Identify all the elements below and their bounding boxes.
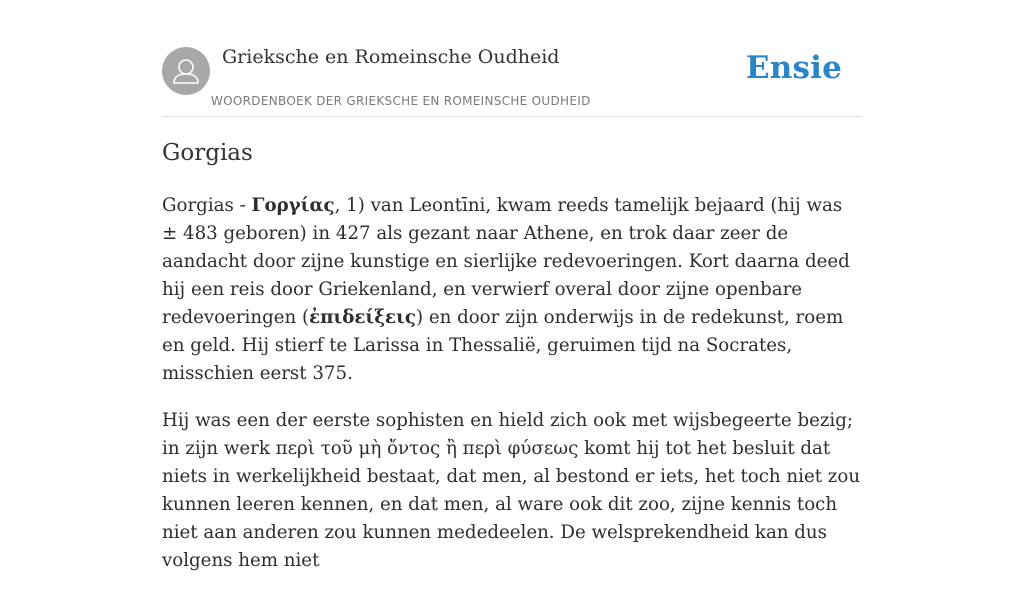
article-paragraph <box>162 192 862 388</box>
paragraph-text: , 1) van Leontīni, kwam reeds tamelijk bejaard (hij was ± 483 geboren) in 427 als gezant naar Athene, en trok daar zeer de aandacht door zijne kunstige en sierlijke redevoeringen. Kort daarna deed hij een reis door Griekenland, en verwierf overal door zijne openbare redevoeringen ( <box>162 195 850 328</box>
greek-name: Γοργίας <box>251 195 335 216</box>
article-body <box>162 192 862 594</box>
avatar[interactable] <box>162 47 210 95</box>
paragraph-lead: Gorgias - <box>162 195 252 216</box>
site-title-link[interactable]: Grieksche en Romeinsche Oudheid <box>222 46 560 68</box>
page-title: Gorgias <box>162 140 253 166</box>
greek-term: ἐπιδείξεις <box>309 307 416 328</box>
site-subtitle: WOORDENBOEK DER GRIEKSCHE EN ROMEINSCHE OUDHEID <box>211 94 591 108</box>
article-paragraph: Hij was een der eerste sophisten en hield zich ook met wijsbegeerte bezig; in zijn werk περὶ τοῦ μὴ ὄντος ἢ περὶ φύσεως komt hij tot het besluit dat niets in werkelijkheid bestaat, dat men, al bestond er iets, het toch niet zou kunnen leeren kennen, en dat men, al ware ook dit zoo, zijne kennis toch niet aan anderen zou kunnen mededeelen. De welsprekendheid kan dus volgens hem niet <box>162 410 861 571</box>
ensie-logo-link[interactable]: Ensie <box>745 50 842 86</box>
site-header <box>162 0 862 117</box>
page-container <box>162 0 862 571</box>
user-icon <box>162 47 210 95</box>
paragraph-text: ) en door zijn onderwijs in de redekunst, roem en geld. Hij stierf te Larissa in Thessalië, geruimen tijd na Socrates, misschien eerst 375. <box>162 307 844 384</box>
